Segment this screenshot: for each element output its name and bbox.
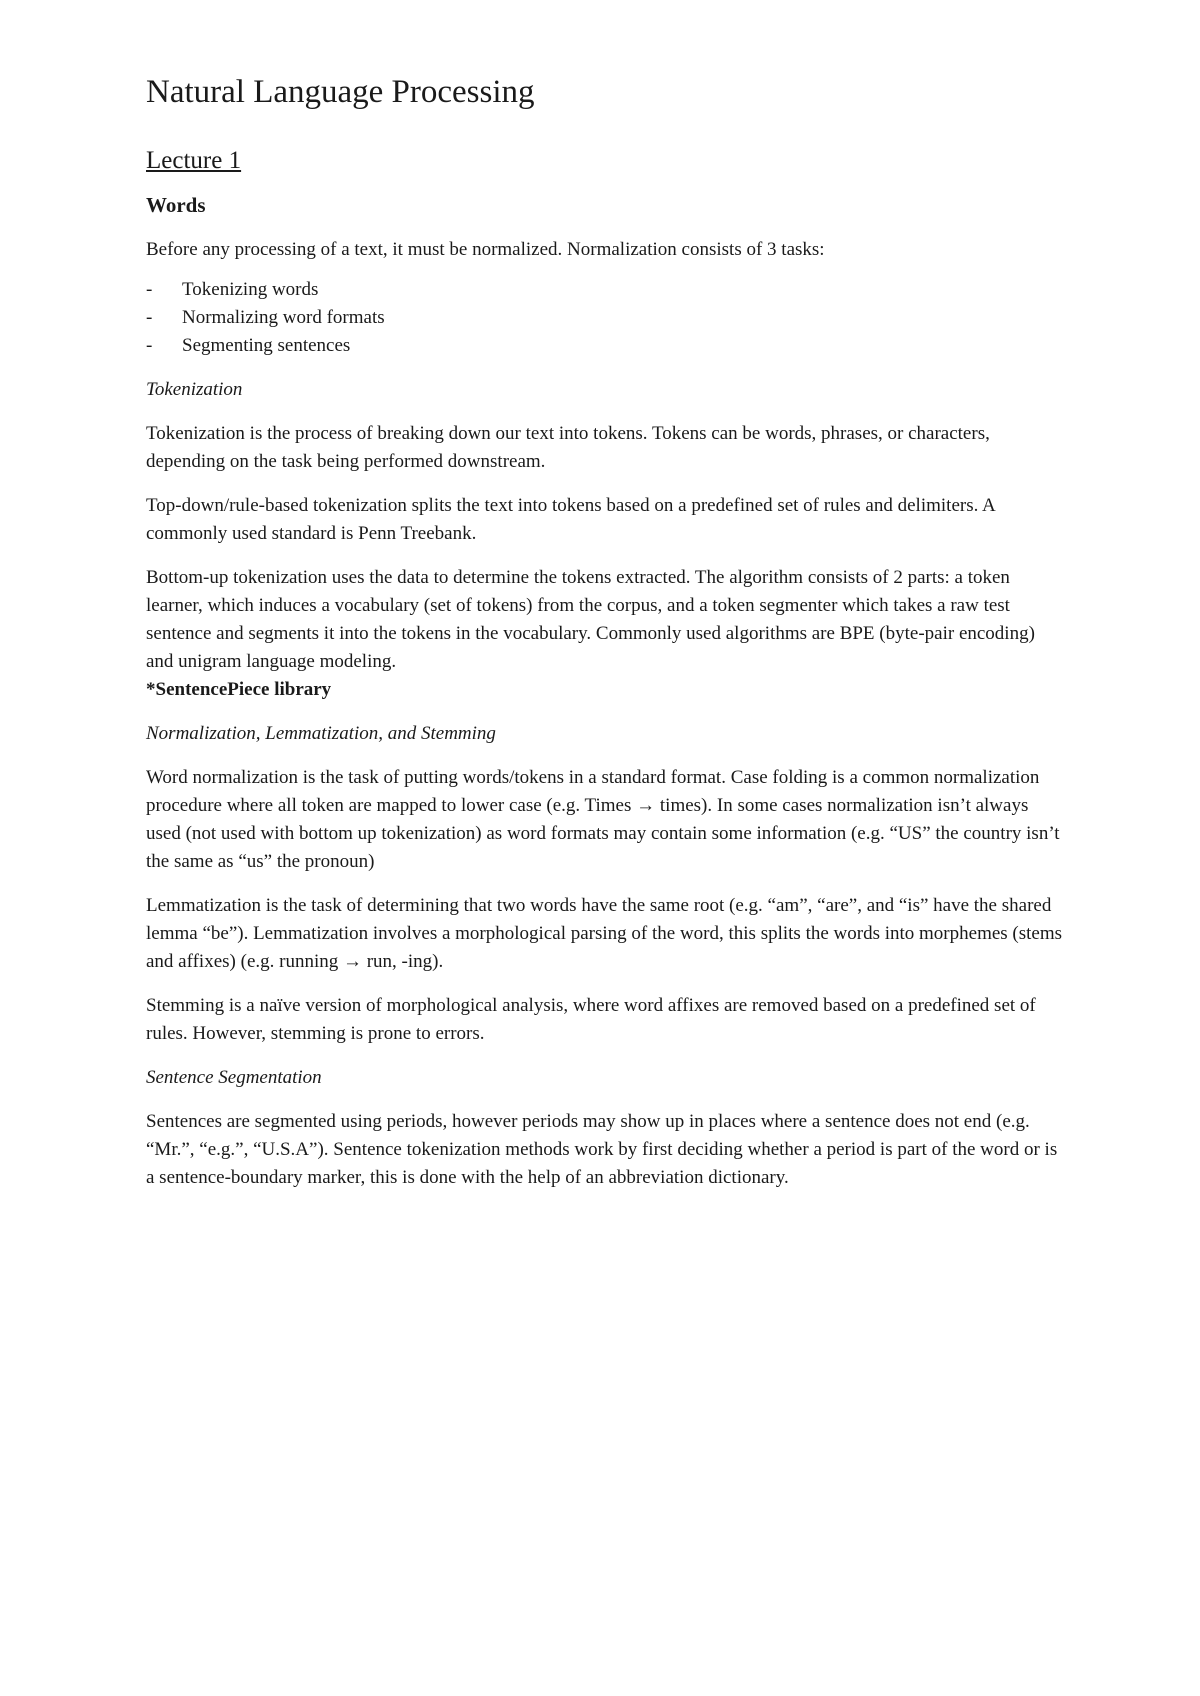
document-title: Natural Language Processing [146,74,535,110]
subsection-heading-tokenization: Tokenization [146,379,243,400]
lemmatization-paragraph: Lemmatization is the task of determining that two words have the same root (e.g. “am”, “are”, and “is” have the shared lemma “be”). Lemmatization involves a morphological parsing of the word, this splits the words into morphemes (stems and affixes) (e.g. running → run, -ing). [146,895,1063,972]
tokenization-paragraph-2: Top-down/rule-based tokenization splits the text into tokens based on a predefined set of rules and delimiters. A commonly used standard is Penn Treebank. [146,495,995,544]
lecture-heading: Lecture 1 [146,147,242,174]
section-heading-words: Words [146,193,206,217]
sentencepiece-callout: *SentencePiece library [146,679,332,700]
list-item: - Tokenizing words [146,276,1066,304]
words-intro-paragraph: Before any processing of a text, it must be normalized. Normalization consists of 3 tasks: [146,239,825,260]
stemming-paragraph: Stemming is a naïve version of morphological analysis, where word affixes are removed based on a predefined set of rules. However, stemming is prone to errors. [146,995,1036,1044]
segmentation-paragraph: Sentences are segmented using periods, however periods may show up in places where a sentence does not end (e.g. “Mr.”, “e.g.”, “U.S.A”). Sentence tokenization methods work by first deciding whether a period is part of the word or is a sentence-boundary marker, this is done with the help of an abbreviation dictionary. [146,1111,1058,1188]
normalization-task-list [146,276,1066,360]
normalization-paragraph-1: Word normalization is the task of putting words/tokens in a standard format. Case folding is a common normalization procedure where all token are mapped to lower case (e.g. Times → times). In some cases normalization isn’t always used (not used with bottom up tokenization) as word formats may contain some information (e.g. “US” the country isn’t the same as “us” the pronoun) [146,767,1060,872]
tokenization-paragraph-3: Bottom-up tokenization uses the data to determine the tokens extracted. The algorithm consists of 2 parts: a token learner, which induces a vocabulary (set of tokens) from the corpus, and a token segmenter which takes a raw test sentence and segments it into the tokens in the vocabulary. Commonly used algorithms are BPE (byte-pair encoding) and unigram language modeling. [146,567,1035,672]
document-page [146,70,1066,1208]
tokenization-paragraph-1: Tokenization is the process of breaking down our text into tokens. Tokens can be words, phrases, or characters, depending on the task being performed downstream. [146,423,990,472]
list-item: - Normalizing word formats [146,304,1066,332]
subsection-heading-normalization: Normalization, Lemmatization, and Stemming [146,723,496,744]
subsection-heading-segmentation: Sentence Segmentation [146,1067,322,1088]
list-item: - Segmenting sentences [146,332,1066,360]
